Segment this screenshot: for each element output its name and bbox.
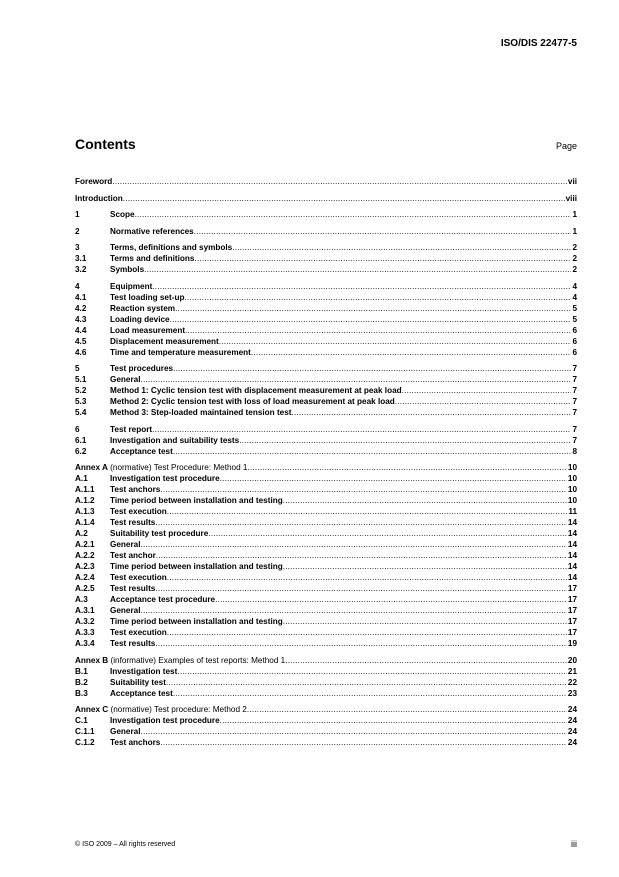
toc-entry-number: A.2.5 bbox=[75, 584, 95, 593]
toc-entry-number: A.1.4 bbox=[75, 518, 95, 527]
toc-entry-number: A.1.3 bbox=[75, 507, 95, 516]
toc-dot-leader bbox=[239, 435, 571, 446]
toc-entry-number: A.2.2 bbox=[75, 551, 95, 560]
toc-entry-page: 5 bbox=[572, 314, 577, 324]
toc-entry-page: 7 bbox=[572, 408, 577, 417]
toc-entry[interactable] bbox=[75, 688, 577, 699]
toc-entry-title bbox=[110, 226, 194, 237]
toc-entry-number: 4.3 bbox=[75, 314, 87, 324]
toc-entry[interactable] bbox=[75, 605, 577, 616]
toc-entry-number: 1 bbox=[75, 210, 80, 219]
toc-dot-leader bbox=[194, 253, 571, 264]
toc-entry-page: 17 bbox=[567, 617, 577, 626]
toc-entry-title bbox=[110, 325, 185, 336]
toc-dot-leader bbox=[215, 594, 567, 605]
toc-entry-number: 3 bbox=[75, 243, 80, 252]
toc-entry-number: 4.4 bbox=[75, 325, 87, 335]
toc-entry-page: 7 bbox=[572, 386, 577, 395]
toc-entry-number: C.1.1 bbox=[75, 727, 95, 736]
toc-dot-leader bbox=[160, 484, 567, 495]
toc-entry-number: A.3.1 bbox=[75, 606, 95, 615]
toc-entry-number: A.1 bbox=[75, 474, 88, 483]
toc-entry-title-text: Test results bbox=[110, 639, 156, 648]
page-column-label: Page bbox=[555, 141, 577, 151]
toc-entry-title-text: Test loading set-up bbox=[110, 292, 185, 302]
toc-entry-title-text: Time period between installation and testing bbox=[110, 496, 283, 505]
toc-entry-annex-subtitle: (normative) Test Procedure: Method 1 bbox=[107, 463, 248, 472]
toc-entry-title-text: Method 3: Step-loaded maintained tension test bbox=[110, 408, 292, 417]
toc-entry-title bbox=[110, 688, 173, 699]
toc-dot-leader bbox=[152, 281, 571, 292]
toc-entry-number: A.1.2 bbox=[75, 496, 95, 505]
toc-entry-number: B.2 bbox=[75, 677, 88, 687]
toc-entry-title bbox=[110, 336, 219, 347]
toc-dot-leader bbox=[177, 666, 567, 677]
toc-entry-page: 7 bbox=[572, 435, 577, 445]
toc-entry-number: A.2.1 bbox=[75, 540, 95, 549]
toc-entry-title-text: General bbox=[110, 540, 141, 549]
toc-entry-page: 17 bbox=[567, 595, 577, 604]
toc-entry-title-text: Introduction bbox=[75, 193, 123, 203]
toc-dot-leader bbox=[166, 677, 567, 688]
toc-entry-title bbox=[110, 374, 141, 385]
toc-dot-leader bbox=[160, 737, 567, 748]
toc-entry[interactable] bbox=[75, 572, 577, 583]
toc-entry-title-text: Investigation test bbox=[110, 666, 178, 676]
toc-entry-title bbox=[110, 561, 283, 572]
toc-entry-title-text: Scope bbox=[110, 210, 135, 219]
toc-dot-leader bbox=[123, 193, 565, 204]
toc-entry-page: 7 bbox=[572, 375, 577, 384]
toc-entry[interactable] bbox=[75, 336, 577, 347]
toc-entry-title-text: Test anchors bbox=[110, 485, 161, 494]
toc-entry[interactable] bbox=[75, 446, 577, 457]
toc-entry-number: 6.1 bbox=[75, 435, 87, 445]
toc-entry-page: 14 bbox=[567, 540, 577, 549]
toc-entry-number: C.1.2 bbox=[75, 738, 95, 747]
toc-entry-title bbox=[110, 715, 220, 726]
toc-entry[interactable] bbox=[75, 517, 577, 528]
toc-entry[interactable] bbox=[75, 561, 577, 572]
toc-entry-title bbox=[110, 446, 173, 457]
toc-entry[interactable] bbox=[75, 737, 577, 748]
toc-entry-title-text: Normative references bbox=[110, 226, 194, 236]
toc-entry-title bbox=[110, 385, 402, 396]
toc-dot-leader bbox=[144, 264, 571, 275]
toc-dot-leader bbox=[141, 605, 567, 616]
toc-entry-title bbox=[110, 528, 208, 539]
toc-entry-title bbox=[75, 704, 247, 715]
toc-entry-page: 10 bbox=[567, 474, 577, 483]
toc-entry-page: 10 bbox=[567, 485, 577, 494]
toc-entry-number: B.3 bbox=[75, 688, 88, 698]
toc-entry[interactable] bbox=[75, 209, 577, 220]
toc-entry-title bbox=[110, 473, 220, 484]
toc-dot-leader bbox=[152, 424, 571, 435]
toc-entry[interactable] bbox=[75, 325, 577, 336]
toc-entry-title bbox=[110, 572, 167, 583]
toc-entry-title bbox=[110, 264, 144, 275]
toc-entry[interactable] bbox=[75, 583, 577, 594]
toc-entry-number: 4.5 bbox=[75, 336, 87, 346]
toc-entry-title bbox=[110, 666, 177, 677]
toc-dot-leader bbox=[283, 495, 567, 506]
toc-dot-leader bbox=[402, 385, 572, 396]
toc-dot-leader bbox=[232, 242, 571, 253]
toc-entry-page: 1 bbox=[572, 210, 577, 219]
toc-dot-leader bbox=[283, 561, 567, 572]
toc-dot-leader bbox=[194, 226, 572, 237]
toc-entry-title-text: Acceptance test bbox=[110, 688, 173, 698]
toc-dot-leader bbox=[208, 528, 567, 539]
toc-entry-title-text: Equipment bbox=[110, 281, 153, 291]
toc-dot-leader bbox=[155, 583, 567, 594]
toc-entry-title-text: Test report bbox=[110, 424, 153, 434]
toc-entry[interactable] bbox=[75, 627, 577, 638]
page-number: iii bbox=[571, 839, 577, 849]
toc-entry-title-text: Acceptance test procedure bbox=[110, 595, 216, 604]
toc-entry-title-text: Time and temperature measurement bbox=[110, 347, 251, 357]
toc-entry-title-text: Displacement measurement bbox=[110, 336, 219, 346]
toc-dot-leader bbox=[173, 363, 571, 374]
toc-dot-leader bbox=[141, 726, 567, 737]
toc-entry[interactable] bbox=[75, 363, 577, 374]
toc-entry[interactable] bbox=[75, 396, 577, 407]
toc-entry-page: 24 bbox=[567, 727, 577, 736]
toc-entry[interactable] bbox=[75, 677, 577, 688]
toc-entry-title-text: Investigation and suitability tests bbox=[110, 435, 240, 445]
toc-entry-title-text: Loading device bbox=[110, 314, 170, 324]
toc-entry-number: B.1 bbox=[75, 666, 88, 676]
toc-entry-page: 5 bbox=[572, 303, 577, 313]
toc-entry-title-text: Suitability test procedure bbox=[110, 529, 209, 538]
toc-entry-page: 21 bbox=[567, 666, 577, 676]
toc-entry-title-text: Test anchor bbox=[110, 551, 156, 560]
toc-entry-title-text: Test anchors bbox=[110, 738, 161, 747]
toc-entry-page: 4 bbox=[572, 281, 577, 291]
toc-entry-title-text: Terms and definitions bbox=[110, 254, 195, 263]
toc-dot-leader bbox=[167, 627, 567, 638]
toc-dot-leader bbox=[135, 209, 572, 220]
toc-entry-title bbox=[110, 314, 170, 325]
toc-entry[interactable] bbox=[75, 347, 577, 358]
toc-entry-page: 17 bbox=[567, 606, 577, 615]
toc-dot-leader bbox=[112, 176, 567, 187]
toc-entry[interactable] bbox=[75, 303, 577, 314]
toc-entry[interactable] bbox=[75, 385, 577, 396]
toc-entry-title-text: Foreword bbox=[75, 177, 113, 186]
toc-entry-title-text: General bbox=[110, 606, 141, 615]
toc-entry-page: 2 bbox=[572, 254, 577, 263]
toc-entry-title bbox=[110, 347, 251, 358]
toc-entry-title-text: Terms, definitions and symbols bbox=[110, 243, 233, 252]
toc-entry[interactable] bbox=[75, 374, 577, 385]
toc-entry-title-text: Investigation test procedure bbox=[110, 474, 220, 483]
toc-entry[interactable] bbox=[75, 616, 577, 627]
toc-entry-title bbox=[110, 506, 167, 517]
toc-entry[interactable] bbox=[75, 528, 577, 539]
toc-entry-number: 4.6 bbox=[75, 347, 87, 357]
toc-entry-number: 5.3 bbox=[75, 397, 87, 406]
toc-entry-title-text: Test results bbox=[110, 518, 156, 527]
toc-entry-title bbox=[75, 462, 247, 473]
toc-entry-title-text: Load measurement bbox=[110, 325, 186, 335]
toc-entry-page: 14 bbox=[567, 573, 577, 582]
toc-entry-title bbox=[110, 517, 155, 528]
toc-entry-page: 2 bbox=[572, 243, 577, 252]
toc-entry-title bbox=[75, 655, 285, 666]
toc-entry-title bbox=[110, 292, 184, 303]
toc-entry-title-text: Time period between installation and testing bbox=[110, 617, 283, 626]
toc-dot-leader bbox=[170, 314, 572, 325]
contents-heading: Contents bbox=[75, 136, 136, 152]
toc-entry-title-text: General bbox=[110, 375, 141, 384]
toc-entry-page: 8 bbox=[572, 446, 577, 456]
toc-entry[interactable] bbox=[75, 424, 577, 435]
toc-dot-leader bbox=[247, 704, 567, 715]
document-id: ISO/DIS 22477-5 bbox=[500, 38, 577, 49]
toc-dot-leader bbox=[141, 539, 567, 550]
toc-entry-title-text: Test execution bbox=[110, 573, 167, 582]
toc-entry-page: 14 bbox=[567, 551, 577, 560]
toc-entry-page: 10 bbox=[567, 463, 577, 472]
toc-entry-number: 5.1 bbox=[75, 375, 87, 384]
toc-entry-title-text: Test results bbox=[110, 584, 156, 593]
toc-entry[interactable] bbox=[75, 495, 577, 506]
toc-entry-title-text: Annex A bbox=[75, 463, 108, 472]
toc-entry-page: 7 bbox=[572, 364, 577, 373]
toc-entry-title bbox=[75, 193, 123, 204]
toc-entry-number: A.3 bbox=[75, 595, 88, 604]
toc-entry-number: 3.2 bbox=[75, 265, 87, 274]
toc-entry-title-text: Test execution bbox=[110, 628, 167, 637]
toc-entry[interactable] bbox=[75, 638, 577, 649]
toc-entry-number: 4.2 bbox=[75, 303, 87, 313]
toc-entry-number: A.2 bbox=[75, 529, 88, 538]
toc-entry-page: 17 bbox=[567, 628, 577, 637]
toc-entry[interactable] bbox=[75, 226, 577, 237]
toc-entry-title bbox=[110, 281, 152, 292]
toc-entry-title bbox=[110, 363, 173, 374]
toc-entry-title bbox=[110, 209, 135, 220]
toc-entry[interactable] bbox=[75, 242, 577, 253]
toc-dot-leader bbox=[173, 688, 567, 699]
toc-entry-number: 3.1 bbox=[75, 254, 87, 263]
toc-entry-page: 24 bbox=[567, 705, 577, 714]
toc-entry-title bbox=[110, 495, 283, 506]
toc-entry-number: C.1 bbox=[75, 716, 88, 725]
toc-entry-title bbox=[110, 435, 239, 446]
table-of-contents bbox=[75, 176, 577, 748]
toc-entry[interactable] bbox=[75, 655, 577, 666]
toc-entry[interactable] bbox=[75, 726, 577, 737]
toc-entry-page: 23 bbox=[567, 688, 577, 698]
toc-entry-title-text: Annex C bbox=[75, 705, 109, 714]
toc-entry-page: 22 bbox=[567, 677, 577, 687]
toc-entry[interactable] bbox=[75, 176, 577, 187]
toc-entry-title-text: Acceptance test bbox=[110, 446, 173, 456]
toc-entry-title bbox=[110, 726, 141, 737]
toc-entry-title bbox=[110, 303, 175, 314]
toc-entry-page: 4 bbox=[572, 292, 577, 302]
toc-entry[interactable] bbox=[75, 281, 577, 292]
toc-dot-leader bbox=[219, 336, 572, 347]
toc-entry-title bbox=[110, 242, 232, 253]
toc-entry-page: vii bbox=[567, 177, 577, 186]
toc-entry[interactable] bbox=[75, 314, 577, 325]
toc-entry[interactable] bbox=[75, 292, 577, 303]
toc-entry-annex-subtitle: (informative) Examples of test reports: Method 1 bbox=[108, 655, 286, 665]
toc-entry-title-text: Test procedures bbox=[110, 364, 174, 373]
toc-dot-leader bbox=[220, 473, 567, 484]
toc-entry-page: viii bbox=[565, 193, 577, 203]
toc-entry-page: 6 bbox=[572, 336, 577, 346]
toc-entry-page: 17 bbox=[567, 584, 577, 593]
toc-entry-number: 5.2 bbox=[75, 386, 87, 395]
toc-entry-page: 2 bbox=[572, 265, 577, 274]
toc-entry-page: 24 bbox=[567, 716, 577, 725]
toc-entry-title bbox=[110, 638, 155, 649]
toc-entry-title bbox=[110, 253, 194, 264]
toc-entry-number: 6.2 bbox=[75, 446, 87, 456]
toc-entry-title-text: Reaction system bbox=[110, 303, 176, 313]
toc-entry-number: A.1.1 bbox=[75, 485, 95, 494]
toc-dot-leader bbox=[173, 446, 572, 457]
toc-dot-leader bbox=[285, 655, 567, 666]
toc-entry[interactable] bbox=[75, 407, 577, 418]
toc-entry-page: 1 bbox=[572, 226, 577, 236]
toc-entry-number: 5.4 bbox=[75, 408, 87, 417]
toc-entry-title bbox=[110, 594, 215, 605]
toc-entry-title bbox=[110, 539, 141, 550]
toc-entry-title-text: Symbols bbox=[110, 265, 145, 274]
toc-entry-number: A.3.2 bbox=[75, 617, 95, 626]
copyright-notice: © ISO 2009 – All rights reserved bbox=[75, 841, 176, 848]
toc-entry-number: 4.1 bbox=[75, 292, 87, 302]
toc-dot-leader bbox=[185, 325, 571, 336]
toc-entry[interactable] bbox=[75, 704, 577, 715]
toc-dot-leader bbox=[155, 517, 567, 528]
toc-entry-number: A.3.3 bbox=[75, 628, 95, 637]
toc-entry[interactable] bbox=[75, 594, 577, 605]
toc-entry-page: 7 bbox=[572, 397, 577, 406]
toc-entry-title-text: Test execution bbox=[110, 507, 167, 516]
toc-entry-title bbox=[110, 550, 156, 561]
toc-dot-leader bbox=[184, 292, 571, 303]
toc-entry-title bbox=[110, 627, 167, 638]
toc-entry[interactable] bbox=[75, 715, 577, 726]
toc-entry[interactable] bbox=[75, 462, 577, 473]
toc-entry[interactable] bbox=[75, 473, 577, 484]
toc-dot-leader bbox=[292, 407, 572, 418]
toc-dot-leader bbox=[247, 462, 566, 473]
toc-dot-leader bbox=[141, 374, 572, 385]
toc-entry-title bbox=[110, 616, 283, 627]
toc-dot-leader bbox=[220, 715, 567, 726]
toc-entry-page: 14 bbox=[567, 562, 577, 571]
toc-entry[interactable] bbox=[75, 484, 577, 495]
toc-entry-annex-subtitle: (normative) Test procedure: Method 2 bbox=[108, 705, 247, 714]
toc-entry[interactable] bbox=[75, 253, 577, 264]
toc-dot-leader bbox=[167, 572, 567, 583]
toc-entry-number: 4 bbox=[75, 281, 80, 291]
toc-entry-title bbox=[110, 583, 155, 594]
toc-entry-title bbox=[110, 407, 292, 418]
toc-entry-title-text: General bbox=[110, 727, 141, 736]
toc-entry-page: 19 bbox=[567, 639, 577, 648]
toc-entry-title bbox=[110, 484, 160, 495]
toc-entry-page: 14 bbox=[567, 518, 577, 527]
toc-entry[interactable] bbox=[75, 435, 577, 446]
toc-entry-page: 14 bbox=[567, 529, 577, 538]
toc-entry[interactable] bbox=[75, 666, 577, 677]
toc-entry-number: A.3.4 bbox=[75, 639, 95, 648]
toc-entry[interactable] bbox=[75, 506, 577, 517]
toc-entry-page: 10 bbox=[567, 496, 577, 505]
toc-entry-page: 6 bbox=[572, 325, 577, 335]
toc-entry-number: 2 bbox=[75, 226, 80, 236]
toc-entry-page: 7 bbox=[572, 424, 577, 434]
toc-entry-number: 5 bbox=[75, 364, 80, 373]
toc-entry-page: 11 bbox=[568, 507, 577, 516]
toc-dot-leader bbox=[175, 303, 571, 314]
toc-dot-leader bbox=[156, 550, 567, 561]
toc-entry-page: 6 bbox=[572, 347, 577, 357]
toc-entry-title-text: Suitability test bbox=[110, 677, 166, 687]
toc-entry-title bbox=[110, 605, 141, 616]
toc-entry-title-text: Annex B bbox=[75, 655, 109, 665]
toc-entry-title bbox=[110, 424, 152, 435]
toc-entry-number: A.2.4 bbox=[75, 573, 95, 582]
toc-entry[interactable] bbox=[75, 264, 577, 275]
toc-dot-leader bbox=[167, 506, 568, 517]
toc-entry-title bbox=[110, 396, 395, 407]
toc-entry[interactable] bbox=[75, 550, 577, 561]
toc-entry-number: A.2.3 bbox=[75, 562, 95, 571]
toc-entry-page: 20 bbox=[567, 655, 577, 665]
toc-entry-title-text: Method 1: Cyclic tension test with displacement measurement at peak load bbox=[110, 386, 402, 395]
toc-entry-page: 24 bbox=[567, 738, 577, 747]
toc-entry[interactable] bbox=[75, 193, 577, 204]
toc-dot-leader bbox=[155, 638, 567, 649]
toc-entry[interactable] bbox=[75, 539, 577, 550]
toc-entry-title-text: Method 2: Cyclic tension test with loss of load measurement at peak load bbox=[110, 397, 395, 406]
toc-dot-leader bbox=[251, 347, 572, 358]
toc-entry-title bbox=[75, 176, 112, 187]
toc-entry-title bbox=[110, 737, 160, 748]
toc-entry-number: 6 bbox=[75, 424, 80, 434]
toc-entry-title-text: Time period between installation and testing bbox=[110, 562, 283, 571]
toc-dot-leader bbox=[283, 616, 567, 627]
toc-dot-leader bbox=[395, 396, 572, 407]
toc-entry-title-text: Investigation test procedure bbox=[110, 716, 220, 725]
toc-entry-title bbox=[110, 677, 166, 688]
